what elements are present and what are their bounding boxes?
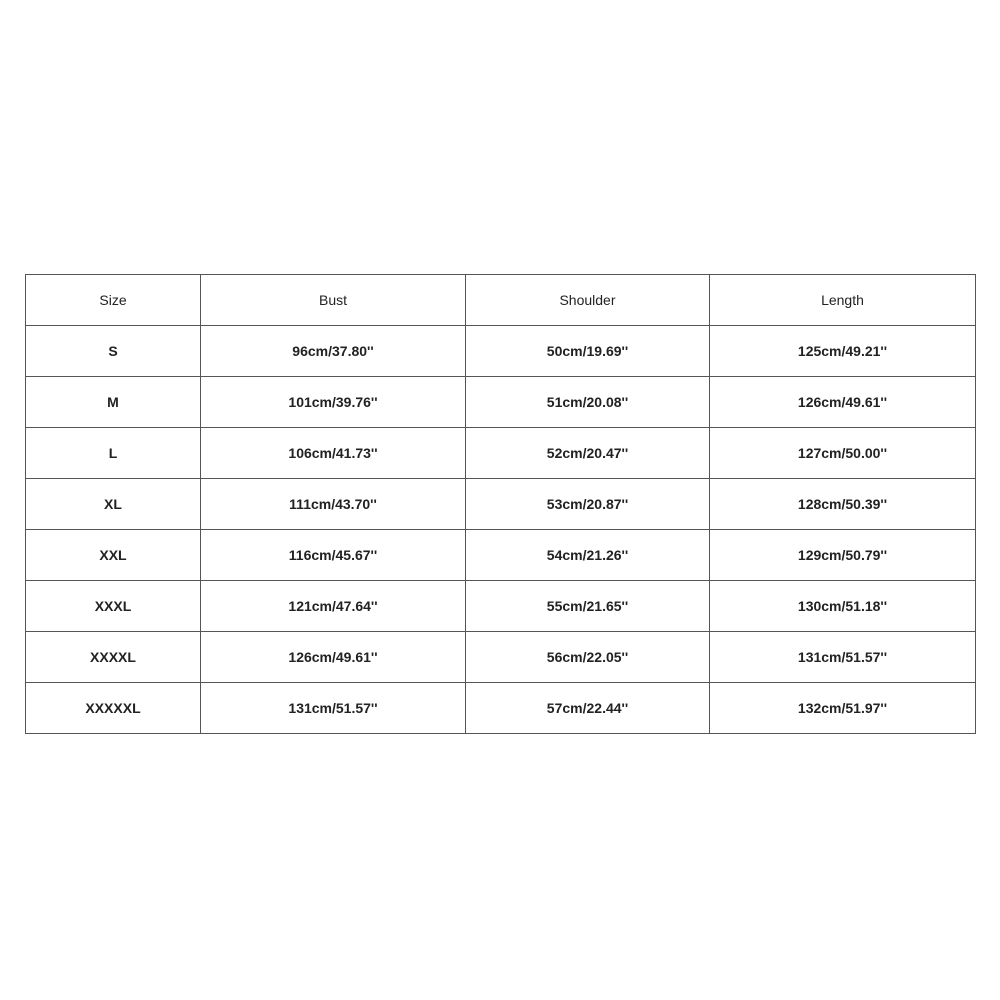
- length-cell: 131cm/51.57'': [710, 632, 976, 683]
- bust-cell: 111cm/43.70'': [201, 479, 466, 530]
- size-cell: L: [26, 428, 201, 479]
- table-row: [26, 683, 976, 734]
- bust-cell: 126cm/49.61'': [201, 632, 466, 683]
- size-cell: XL: [26, 479, 201, 530]
- bust-cell: 116cm/45.67'': [201, 530, 466, 581]
- bust-cell: 131cm/51.57'': [201, 683, 466, 734]
- shoulder-cell: 55cm/21.65'': [466, 581, 710, 632]
- shoulder-cell: 50cm/19.69'': [466, 326, 710, 377]
- table-row: [26, 326, 976, 377]
- shoulder-cell: 57cm/22.44'': [466, 683, 710, 734]
- shoulder-cell: 51cm/20.08'': [466, 377, 710, 428]
- length-cell: 127cm/50.00'': [710, 428, 976, 479]
- length-cell: 125cm/49.21'': [710, 326, 976, 377]
- size-cell: S: [26, 326, 201, 377]
- length-cell: 128cm/50.39'': [710, 479, 976, 530]
- bust-cell: 96cm/37.80'': [201, 326, 466, 377]
- header-size: Size: [26, 275, 201, 326]
- size-cell: XXL: [26, 530, 201, 581]
- length-cell: 126cm/49.61'': [710, 377, 976, 428]
- size-cell: XXXXL: [26, 632, 201, 683]
- shoulder-cell: 53cm/20.87'': [466, 479, 710, 530]
- table-row: [26, 377, 976, 428]
- table-row: [26, 479, 976, 530]
- table-row: [26, 530, 976, 581]
- size-cell: M: [26, 377, 201, 428]
- length-cell: 130cm/51.18'': [710, 581, 976, 632]
- shoulder-cell: 54cm/21.26'': [466, 530, 710, 581]
- header-bust: Bust: [201, 275, 466, 326]
- bust-cell: 121cm/47.64'': [201, 581, 466, 632]
- table-row: [26, 632, 976, 683]
- length-cell: 129cm/50.79'': [710, 530, 976, 581]
- bust-cell: 101cm/39.76'': [201, 377, 466, 428]
- size-cell: XXXXXL: [26, 683, 201, 734]
- table-header-row: [26, 275, 976, 326]
- header-length: Length: [710, 275, 976, 326]
- table-row: [26, 428, 976, 479]
- shoulder-cell: 52cm/20.47'': [466, 428, 710, 479]
- size-cell: XXXL: [26, 581, 201, 632]
- length-cell: 132cm/51.97'': [710, 683, 976, 734]
- shoulder-cell: 56cm/22.05'': [466, 632, 710, 683]
- bust-cell: 106cm/41.73'': [201, 428, 466, 479]
- size-chart-table: [25, 274, 976, 734]
- header-shoulder: Shoulder: [466, 275, 710, 326]
- table-row: [26, 581, 976, 632]
